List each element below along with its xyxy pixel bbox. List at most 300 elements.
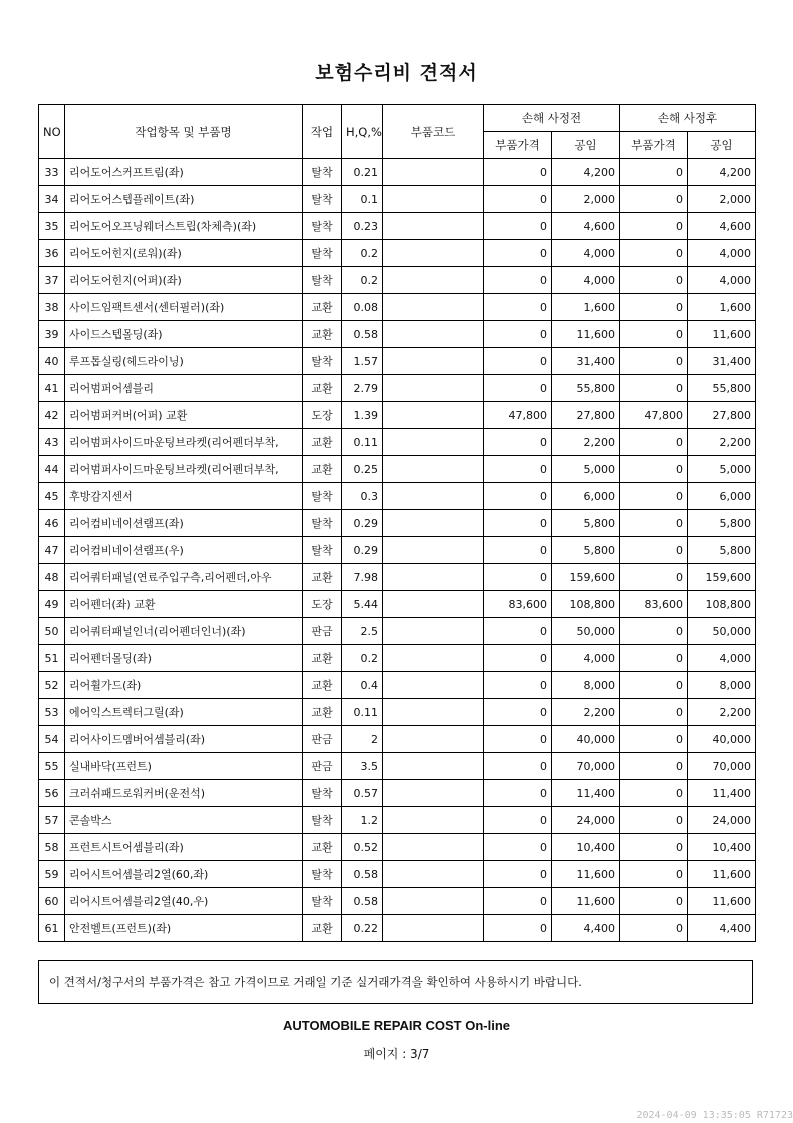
row-labor-before: 11,400 — [552, 780, 620, 807]
row-no: 34 — [39, 186, 65, 213]
row-hq: 2 — [342, 726, 383, 753]
row-hq: 0.23 — [342, 213, 383, 240]
row-price-after: 0 — [620, 672, 688, 699]
row-price-after: 0 — [620, 321, 688, 348]
row-price-before: 0 — [484, 888, 552, 915]
row-labor-before: 10,400 — [552, 834, 620, 861]
row-hq: 0.58 — [342, 321, 383, 348]
row-labor-before: 40,000 — [552, 726, 620, 753]
row-labor-after: 5,000 — [688, 456, 756, 483]
row-hq: 0.2 — [342, 645, 383, 672]
row-item: 리어쿼터패널(연료주입구측,리어펜더,아우 — [65, 564, 303, 591]
row-work: 판금 — [303, 726, 342, 753]
row-code — [383, 672, 484, 699]
table-row — [39, 294, 756, 321]
row-code — [383, 294, 484, 321]
row-code — [383, 240, 484, 267]
row-code — [383, 807, 484, 834]
row-code — [383, 618, 484, 645]
row-price-after: 0 — [620, 537, 688, 564]
row-price-before: 0 — [484, 483, 552, 510]
row-item: 리어컴비네이션램프(우) — [65, 537, 303, 564]
row-code — [383, 537, 484, 564]
row-labor-after: 11,600 — [688, 861, 756, 888]
row-hq: 0.11 — [342, 699, 383, 726]
row-price-after: 0 — [620, 699, 688, 726]
row-no: 59 — [39, 861, 65, 888]
row-labor-before: 159,600 — [552, 564, 620, 591]
row-labor-after: 2,200 — [688, 699, 756, 726]
row-item: 사이드임팩트센서(센터필러)(좌) — [65, 294, 303, 321]
table-row — [39, 240, 756, 267]
row-labor-after: 55,800 — [688, 375, 756, 402]
row-price-before: 0 — [484, 564, 552, 591]
table-row — [39, 753, 756, 780]
row-no: 53 — [39, 699, 65, 726]
table-row — [39, 861, 756, 888]
row-no: 43 — [39, 429, 65, 456]
row-price-after: 0 — [620, 834, 688, 861]
row-price-after: 0 — [620, 861, 688, 888]
row-hq: 0.08 — [342, 294, 383, 321]
row-labor-after: 4,000 — [688, 267, 756, 294]
row-work: 탈착 — [303, 807, 342, 834]
row-price-after: 0 — [620, 240, 688, 267]
row-hq: 0.3 — [342, 483, 383, 510]
row-price-before: 47,800 — [484, 402, 552, 429]
row-code — [383, 861, 484, 888]
row-labor-after: 4,400 — [688, 915, 756, 942]
row-price-before: 0 — [484, 429, 552, 456]
row-hq: 2.79 — [342, 375, 383, 402]
row-hq: 3.5 — [342, 753, 383, 780]
row-labor-after: 2,200 — [688, 429, 756, 456]
table-row — [39, 780, 756, 807]
row-code — [383, 456, 484, 483]
row-labor-before: 70,000 — [552, 753, 620, 780]
row-work: 탈착 — [303, 186, 342, 213]
row-hq: 0.29 — [342, 510, 383, 537]
row-code — [383, 591, 484, 618]
row-labor-after: 50,000 — [688, 618, 756, 645]
row-code — [383, 915, 484, 942]
row-item: 리어범퍼커버(어퍼) 교환 — [65, 402, 303, 429]
row-price-after: 0 — [620, 807, 688, 834]
row-work: 교환 — [303, 672, 342, 699]
row-code — [383, 321, 484, 348]
row-labor-before: 108,800 — [552, 591, 620, 618]
row-price-before: 0 — [484, 915, 552, 942]
row-code — [383, 510, 484, 537]
row-labor-before: 1,600 — [552, 294, 620, 321]
row-labor-after: 31,400 — [688, 348, 756, 375]
row-labor-after: 6,000 — [688, 483, 756, 510]
row-labor-after: 4,200 — [688, 159, 756, 186]
table-row — [39, 672, 756, 699]
row-price-after: 0 — [620, 159, 688, 186]
table-row — [39, 321, 756, 348]
table-row — [39, 591, 756, 618]
row-work: 판금 — [303, 753, 342, 780]
table-row — [39, 429, 756, 456]
row-item: 리어도어힌지(로워)(좌) — [65, 240, 303, 267]
row-labor-before: 27,800 — [552, 402, 620, 429]
row-work: 교환 — [303, 429, 342, 456]
row-hq: 0.2 — [342, 267, 383, 294]
row-price-after: 0 — [620, 753, 688, 780]
row-labor-after: 11,600 — [688, 888, 756, 915]
row-item: 안전벨트(프런트)(좌) — [65, 915, 303, 942]
table-row — [39, 726, 756, 753]
row-labor-after: 159,600 — [688, 564, 756, 591]
row-item: 크러쉬패드로워커버(운전석) — [65, 780, 303, 807]
estimate-table — [38, 104, 756, 942]
row-labor-after: 1,600 — [688, 294, 756, 321]
row-price-after: 0 — [620, 213, 688, 240]
row-hq: 1.39 — [342, 402, 383, 429]
table-row — [39, 888, 756, 915]
table-row — [39, 483, 756, 510]
row-work: 탈착 — [303, 240, 342, 267]
row-no: 47 — [39, 537, 65, 564]
row-hq: 2.5 — [342, 618, 383, 645]
row-labor-before: 24,000 — [552, 807, 620, 834]
row-no: 54 — [39, 726, 65, 753]
row-price-before: 0 — [484, 213, 552, 240]
row-code — [383, 429, 484, 456]
row-price-before: 0 — [484, 375, 552, 402]
table-row — [39, 834, 756, 861]
row-item: 리어범퍼사이드마운팅브라켓(리어펜더부착, — [65, 456, 303, 483]
row-price-before: 0 — [484, 699, 552, 726]
header-item: 작업항목 및 부품명 — [65, 105, 303, 159]
row-work: 탈착 — [303, 348, 342, 375]
row-hq: 0.25 — [342, 456, 383, 483]
row-item: 프런트시트어셈블리(좌) — [65, 834, 303, 861]
row-labor-after: 70,000 — [688, 753, 756, 780]
row-price-after: 0 — [620, 294, 688, 321]
row-labor-after: 40,000 — [688, 726, 756, 753]
row-hq: 0.1 — [342, 186, 383, 213]
row-code — [383, 645, 484, 672]
row-price-after: 47,800 — [620, 402, 688, 429]
row-labor-after: 4,000 — [688, 240, 756, 267]
row-no: 45 — [39, 483, 65, 510]
notice-box — [38, 960, 753, 1004]
header-no: NO — [39, 105, 65, 159]
row-price-after: 0 — [620, 915, 688, 942]
row-no: 42 — [39, 402, 65, 429]
row-hq: 5.44 — [342, 591, 383, 618]
row-item: 리어범퍼사이드마운팅브라켓(리어펜더부착, — [65, 429, 303, 456]
table-row — [39, 915, 756, 942]
row-code — [383, 753, 484, 780]
row-item: 리어범퍼어셈블리 — [65, 375, 303, 402]
table-row — [39, 267, 756, 294]
row-no: 40 — [39, 348, 65, 375]
row-work: 교환 — [303, 375, 342, 402]
row-labor-after: 2,000 — [688, 186, 756, 213]
row-price-before: 0 — [484, 348, 552, 375]
row-price-before: 0 — [484, 456, 552, 483]
row-labor-before: 4,000 — [552, 240, 620, 267]
row-hq: 7.98 — [342, 564, 383, 591]
row-work: 도장 — [303, 402, 342, 429]
row-labor-before: 4,000 — [552, 645, 620, 672]
row-no: 36 — [39, 240, 65, 267]
row-item: 후방감지센서 — [65, 483, 303, 510]
row-work: 탈착 — [303, 888, 342, 915]
row-item: 실내바닥(프런트) — [65, 753, 303, 780]
row-price-before: 0 — [484, 240, 552, 267]
row-price-before: 0 — [484, 537, 552, 564]
row-price-after: 0 — [620, 456, 688, 483]
row-labor-before: 11,600 — [552, 321, 620, 348]
row-item: 리어휠가드(좌) — [65, 672, 303, 699]
row-code — [383, 213, 484, 240]
table-row — [39, 618, 756, 645]
row-price-before: 0 — [484, 753, 552, 780]
print-timestamp: 2024-04-09 13:35:05 R71723 — [636, 1110, 793, 1121]
row-labor-before: 8,000 — [552, 672, 620, 699]
row-work: 교환 — [303, 564, 342, 591]
row-labor-before: 4,400 — [552, 915, 620, 942]
row-no: 57 — [39, 807, 65, 834]
row-work: 교환 — [303, 645, 342, 672]
table-row — [39, 537, 756, 564]
table-row — [39, 699, 756, 726]
row-work: 탈착 — [303, 537, 342, 564]
row-price-before: 0 — [484, 726, 552, 753]
header-after: 손해 사정후 — [620, 105, 756, 132]
row-price-after: 0 — [620, 267, 688, 294]
row-no: 44 — [39, 456, 65, 483]
row-labor-before: 2,200 — [552, 429, 620, 456]
header-before-price: 부품가격 — [484, 132, 552, 159]
table-row — [39, 564, 756, 591]
row-code — [383, 375, 484, 402]
notice-text: 이 견적서/청구서의 부품가격은 참고 가격이므로 거래일 기준 실거래가격을 확인하여 사용하시기 바랍니다. — [49, 975, 582, 989]
row-hq: 0.52 — [342, 834, 383, 861]
row-price-after: 0 — [620, 645, 688, 672]
row-no: 35 — [39, 213, 65, 240]
header-after-price: 부품가격 — [620, 132, 688, 159]
row-item: 콘솔박스 — [65, 807, 303, 834]
row-labor-after: 11,600 — [688, 321, 756, 348]
row-work: 교환 — [303, 321, 342, 348]
row-item: 리어펜더(좌) 교환 — [65, 591, 303, 618]
row-no: 41 — [39, 375, 65, 402]
row-work: 탈착 — [303, 483, 342, 510]
row-price-before: 0 — [484, 834, 552, 861]
row-price-before: 0 — [484, 618, 552, 645]
row-labor-before: 11,600 — [552, 861, 620, 888]
row-work: 판금 — [303, 618, 342, 645]
row-labor-after: 8,000 — [688, 672, 756, 699]
row-price-after: 0 — [620, 564, 688, 591]
row-work: 교환 — [303, 456, 342, 483]
row-no: 58 — [39, 834, 65, 861]
row-price-before: 0 — [484, 294, 552, 321]
row-item: 리어쿼터패널인너(리어펜더인너)(좌) — [65, 618, 303, 645]
table-row — [39, 402, 756, 429]
row-code — [383, 348, 484, 375]
row-price-before: 0 — [484, 510, 552, 537]
row-labor-before: 55,800 — [552, 375, 620, 402]
row-work: 도장 — [303, 591, 342, 618]
header-work: 작업 — [303, 105, 342, 159]
row-code — [383, 186, 484, 213]
row-no: 39 — [39, 321, 65, 348]
row-labor-before: 31,400 — [552, 348, 620, 375]
row-labor-before: 50,000 — [552, 618, 620, 645]
row-item: 리어도어힌지(어퍼)(좌) — [65, 267, 303, 294]
page-number: 페이지 : 3/7 — [363, 1047, 430, 1061]
row-no: 61 — [39, 915, 65, 942]
row-work: 교환 — [303, 834, 342, 861]
row-hq: 0.57 — [342, 780, 383, 807]
table-row — [39, 159, 756, 186]
document-title: 보험수리비 견적서 — [315, 62, 478, 84]
row-labor-after: 11,400 — [688, 780, 756, 807]
row-code — [383, 159, 484, 186]
row-item: 리어시트어셈블리2열(40,우) — [65, 888, 303, 915]
row-labor-before: 4,600 — [552, 213, 620, 240]
header-before: 손해 사정전 — [484, 105, 620, 132]
row-labor-after: 5,800 — [688, 510, 756, 537]
row-item: 리어펜더몰딩(좌) — [65, 645, 303, 672]
row-labor-before: 4,000 — [552, 267, 620, 294]
row-price-before: 0 — [484, 321, 552, 348]
row-work: 탈착 — [303, 159, 342, 186]
row-code — [383, 402, 484, 429]
row-no: 48 — [39, 564, 65, 591]
row-code — [383, 780, 484, 807]
row-price-after: 0 — [620, 483, 688, 510]
row-labor-before: 4,200 — [552, 159, 620, 186]
row-labor-after: 5,800 — [688, 537, 756, 564]
row-item: 리어도어오프닝웨더스트립(차체측)(좌) — [65, 213, 303, 240]
row-no: 46 — [39, 510, 65, 537]
row-price-after: 0 — [620, 888, 688, 915]
row-work: 교환 — [303, 699, 342, 726]
row-price-before: 0 — [484, 159, 552, 186]
row-price-after: 0 — [620, 429, 688, 456]
table-body — [39, 159, 756, 942]
row-no: 49 — [39, 591, 65, 618]
row-item: 리어도어스커프트림(좌) — [65, 159, 303, 186]
row-price-after: 0 — [620, 186, 688, 213]
row-work: 탈착 — [303, 780, 342, 807]
row-item: 루프톱실링(헤드라이닝) — [65, 348, 303, 375]
row-no: 56 — [39, 780, 65, 807]
row-price-before: 0 — [484, 780, 552, 807]
row-work: 탈착 — [303, 213, 342, 240]
row-work: 탈착 — [303, 267, 342, 294]
row-no: 51 — [39, 645, 65, 672]
row-no: 60 — [39, 888, 65, 915]
row-price-before: 0 — [484, 645, 552, 672]
row-labor-after: 10,400 — [688, 834, 756, 861]
row-code — [383, 888, 484, 915]
table-row — [39, 375, 756, 402]
row-price-before: 0 — [484, 186, 552, 213]
row-price-after: 0 — [620, 618, 688, 645]
row-price-after: 0 — [620, 780, 688, 807]
row-labor-before: 5,000 — [552, 456, 620, 483]
row-code — [383, 726, 484, 753]
table-row — [39, 645, 756, 672]
row-price-after: 0 — [620, 726, 688, 753]
row-no: 50 — [39, 618, 65, 645]
table-row — [39, 348, 756, 375]
row-labor-after: 27,800 — [688, 402, 756, 429]
row-hq: 1.57 — [342, 348, 383, 375]
row-work: 교환 — [303, 915, 342, 942]
row-hq: 1.2 — [342, 807, 383, 834]
row-hq: 0.29 — [342, 537, 383, 564]
row-price-after: 0 — [620, 348, 688, 375]
row-price-before: 0 — [484, 807, 552, 834]
table-row — [39, 807, 756, 834]
row-no: 55 — [39, 753, 65, 780]
row-labor-before: 2,000 — [552, 186, 620, 213]
row-labor-before: 6,000 — [552, 483, 620, 510]
row-labor-after: 4,000 — [688, 645, 756, 672]
row-no: 33 — [39, 159, 65, 186]
row-price-after: 0 — [620, 375, 688, 402]
row-work: 탈착 — [303, 510, 342, 537]
header-code: 부품코드 — [383, 105, 484, 159]
row-hq: 0.58 — [342, 888, 383, 915]
row-code — [383, 699, 484, 726]
row-price-after: 0 — [620, 510, 688, 537]
row-price-before: 0 — [484, 672, 552, 699]
row-labor-before: 5,800 — [552, 510, 620, 537]
row-hq: 0.21 — [342, 159, 383, 186]
row-code — [383, 834, 484, 861]
row-no: 52 — [39, 672, 65, 699]
row-item: 리어사이드멤버어셈블리(좌) — [65, 726, 303, 753]
table-row — [39, 186, 756, 213]
row-hq: 0.11 — [342, 429, 383, 456]
table-row — [39, 456, 756, 483]
table-row — [39, 213, 756, 240]
row-labor-before: 11,600 — [552, 888, 620, 915]
row-item: 리어시트어셈블리2열(60,좌) — [65, 861, 303, 888]
header-before-labor: 공임 — [552, 132, 620, 159]
row-price-before: 83,600 — [484, 591, 552, 618]
row-no: 38 — [39, 294, 65, 321]
row-code — [383, 564, 484, 591]
row-labor-after: 4,600 — [688, 213, 756, 240]
footer-title: AUTOMOBILE REPAIR COST On-line — [282, 1018, 511, 1033]
row-labor-after: 24,000 — [688, 807, 756, 834]
row-item: 리어컴비네이션램프(좌) — [65, 510, 303, 537]
row-price-after: 83,600 — [620, 591, 688, 618]
row-hq: 0.22 — [342, 915, 383, 942]
row-item: 사이드스텝몰딩(좌) — [65, 321, 303, 348]
row-labor-after: 108,800 — [688, 591, 756, 618]
table-row — [39, 510, 756, 537]
row-work: 탈착 — [303, 861, 342, 888]
row-hq: 0.58 — [342, 861, 383, 888]
row-hq: 0.4 — [342, 672, 383, 699]
row-item: 에어익스트렉터그릴(좌) — [65, 699, 303, 726]
row-labor-before: 5,800 — [552, 537, 620, 564]
header-after-labor: 공임 — [688, 132, 756, 159]
row-price-before: 0 — [484, 267, 552, 294]
